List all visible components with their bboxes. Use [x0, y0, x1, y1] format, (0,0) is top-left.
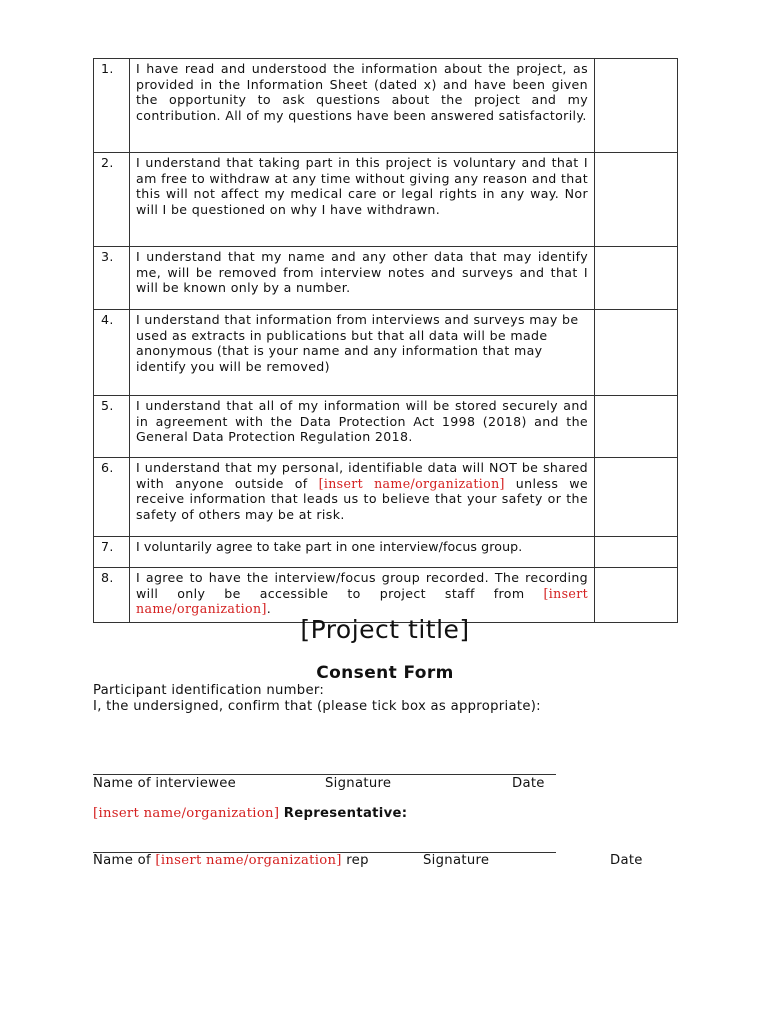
item-text: I understand that information from interviews and surveys may be used as extracts in publications but that all data will be made anonymous (that is your name and any information that may identify you will be removed)	[130, 310, 595, 396]
item-text-end: unless we receive information that leads us to believe that your safety or the safety of others may be at risk.	[136, 475, 589, 522]
item-text: I understand that taking part in this project is voluntary and that I am free to withdraw at any time without giving any reason and that this will not affect my medical care or legal rights in any way. Nor will I be questioned on why I have withdrawn.	[130, 153, 595, 247]
representative-date-label: Date	[610, 853, 643, 868]
consent-row-2	[94, 153, 678, 247]
form-title: Consent Form	[316, 663, 454, 683]
project-title: [Project title]	[300, 615, 470, 644]
org-placeholder: [insert name/organization]	[93, 806, 280, 821]
representative-heading	[93, 806, 407, 821]
item-text: I have read and understood the information about the project, as provided in the Information Sheet (dated x) and have been given the opportunity to ask questions about the project and my contribution. All of my questions have been answered satisfactorily.	[130, 59, 595, 153]
item-number: 7.	[94, 537, 130, 568]
item-number: 3.	[94, 247, 130, 310]
org-placeholder: [insert name/organization]	[136, 585, 588, 617]
tick-box[interactable]	[595, 396, 678, 458]
item-number: 1.	[94, 59, 130, 153]
interviewee-name-label: Name of interviewee	[93, 776, 237, 791]
item-number: 5.	[94, 396, 130, 458]
consent-row-6	[94, 458, 678, 537]
representative-signature-label: Signature	[423, 853, 490, 868]
interviewee-date-label: Date	[512, 776, 545, 791]
item-number: 2.	[94, 153, 130, 247]
consent-row-7	[94, 537, 678, 568]
consent-row-4	[94, 310, 678, 396]
consent-row-1	[94, 59, 678, 153]
item-text: I voluntarily agree to take part in one interview/focus group.	[130, 537, 595, 568]
participant-id-label: Participant identification number:	[93, 683, 325, 698]
item-text-end: .	[266, 601, 272, 617]
org-placeholder: [insert name/organization]	[318, 475, 505, 491]
item-text	[130, 458, 595, 537]
tick-box[interactable]	[595, 458, 678, 537]
tick-box[interactable]	[595, 59, 678, 153]
item-text-start: I agree to have the interview/focus group recorded. The recording will only be accessible to project staff from	[136, 570, 588, 601]
tick-box[interactable]	[595, 537, 678, 568]
item-text-start: I understand that my personal, identifiable data will NOT be shared with anyone outside of	[136, 460, 588, 491]
item-number: 6.	[94, 458, 130, 537]
name-suffix: rep	[346, 853, 369, 868]
tick-box[interactable]	[595, 153, 678, 247]
representative-label: Representative:	[283, 806, 408, 821]
tick-box[interactable]	[595, 310, 678, 396]
org-placeholder: [insert name/organization]	[155, 853, 342, 868]
name-prefix: Name of	[93, 853, 151, 868]
confirm-instruction: I, the undersigned, confirm that (please tick box as appropriate):	[93, 699, 541, 714]
item-number: 4.	[94, 310, 130, 396]
consent-row-5	[94, 396, 678, 458]
consent-items-table	[93, 58, 678, 623]
consent-row-3	[94, 247, 678, 310]
item-text: I understand that my name and any other data that may identify me, will be removed from interview notes and surveys and that I will be known only by a number.	[130, 247, 595, 310]
item-number: 8.	[94, 568, 130, 623]
interviewee-signature-label: Signature	[325, 776, 392, 791]
item-text: I understand that all of my information will be stored securely and in agreement with the Data Protection Act 1998 (2018) and the General Data Protection Regulation 2018.	[130, 396, 595, 458]
signature-line-interviewee[interactable]	[93, 774, 556, 775]
representative-name-label	[93, 853, 369, 868]
tick-box[interactable]	[595, 247, 678, 310]
